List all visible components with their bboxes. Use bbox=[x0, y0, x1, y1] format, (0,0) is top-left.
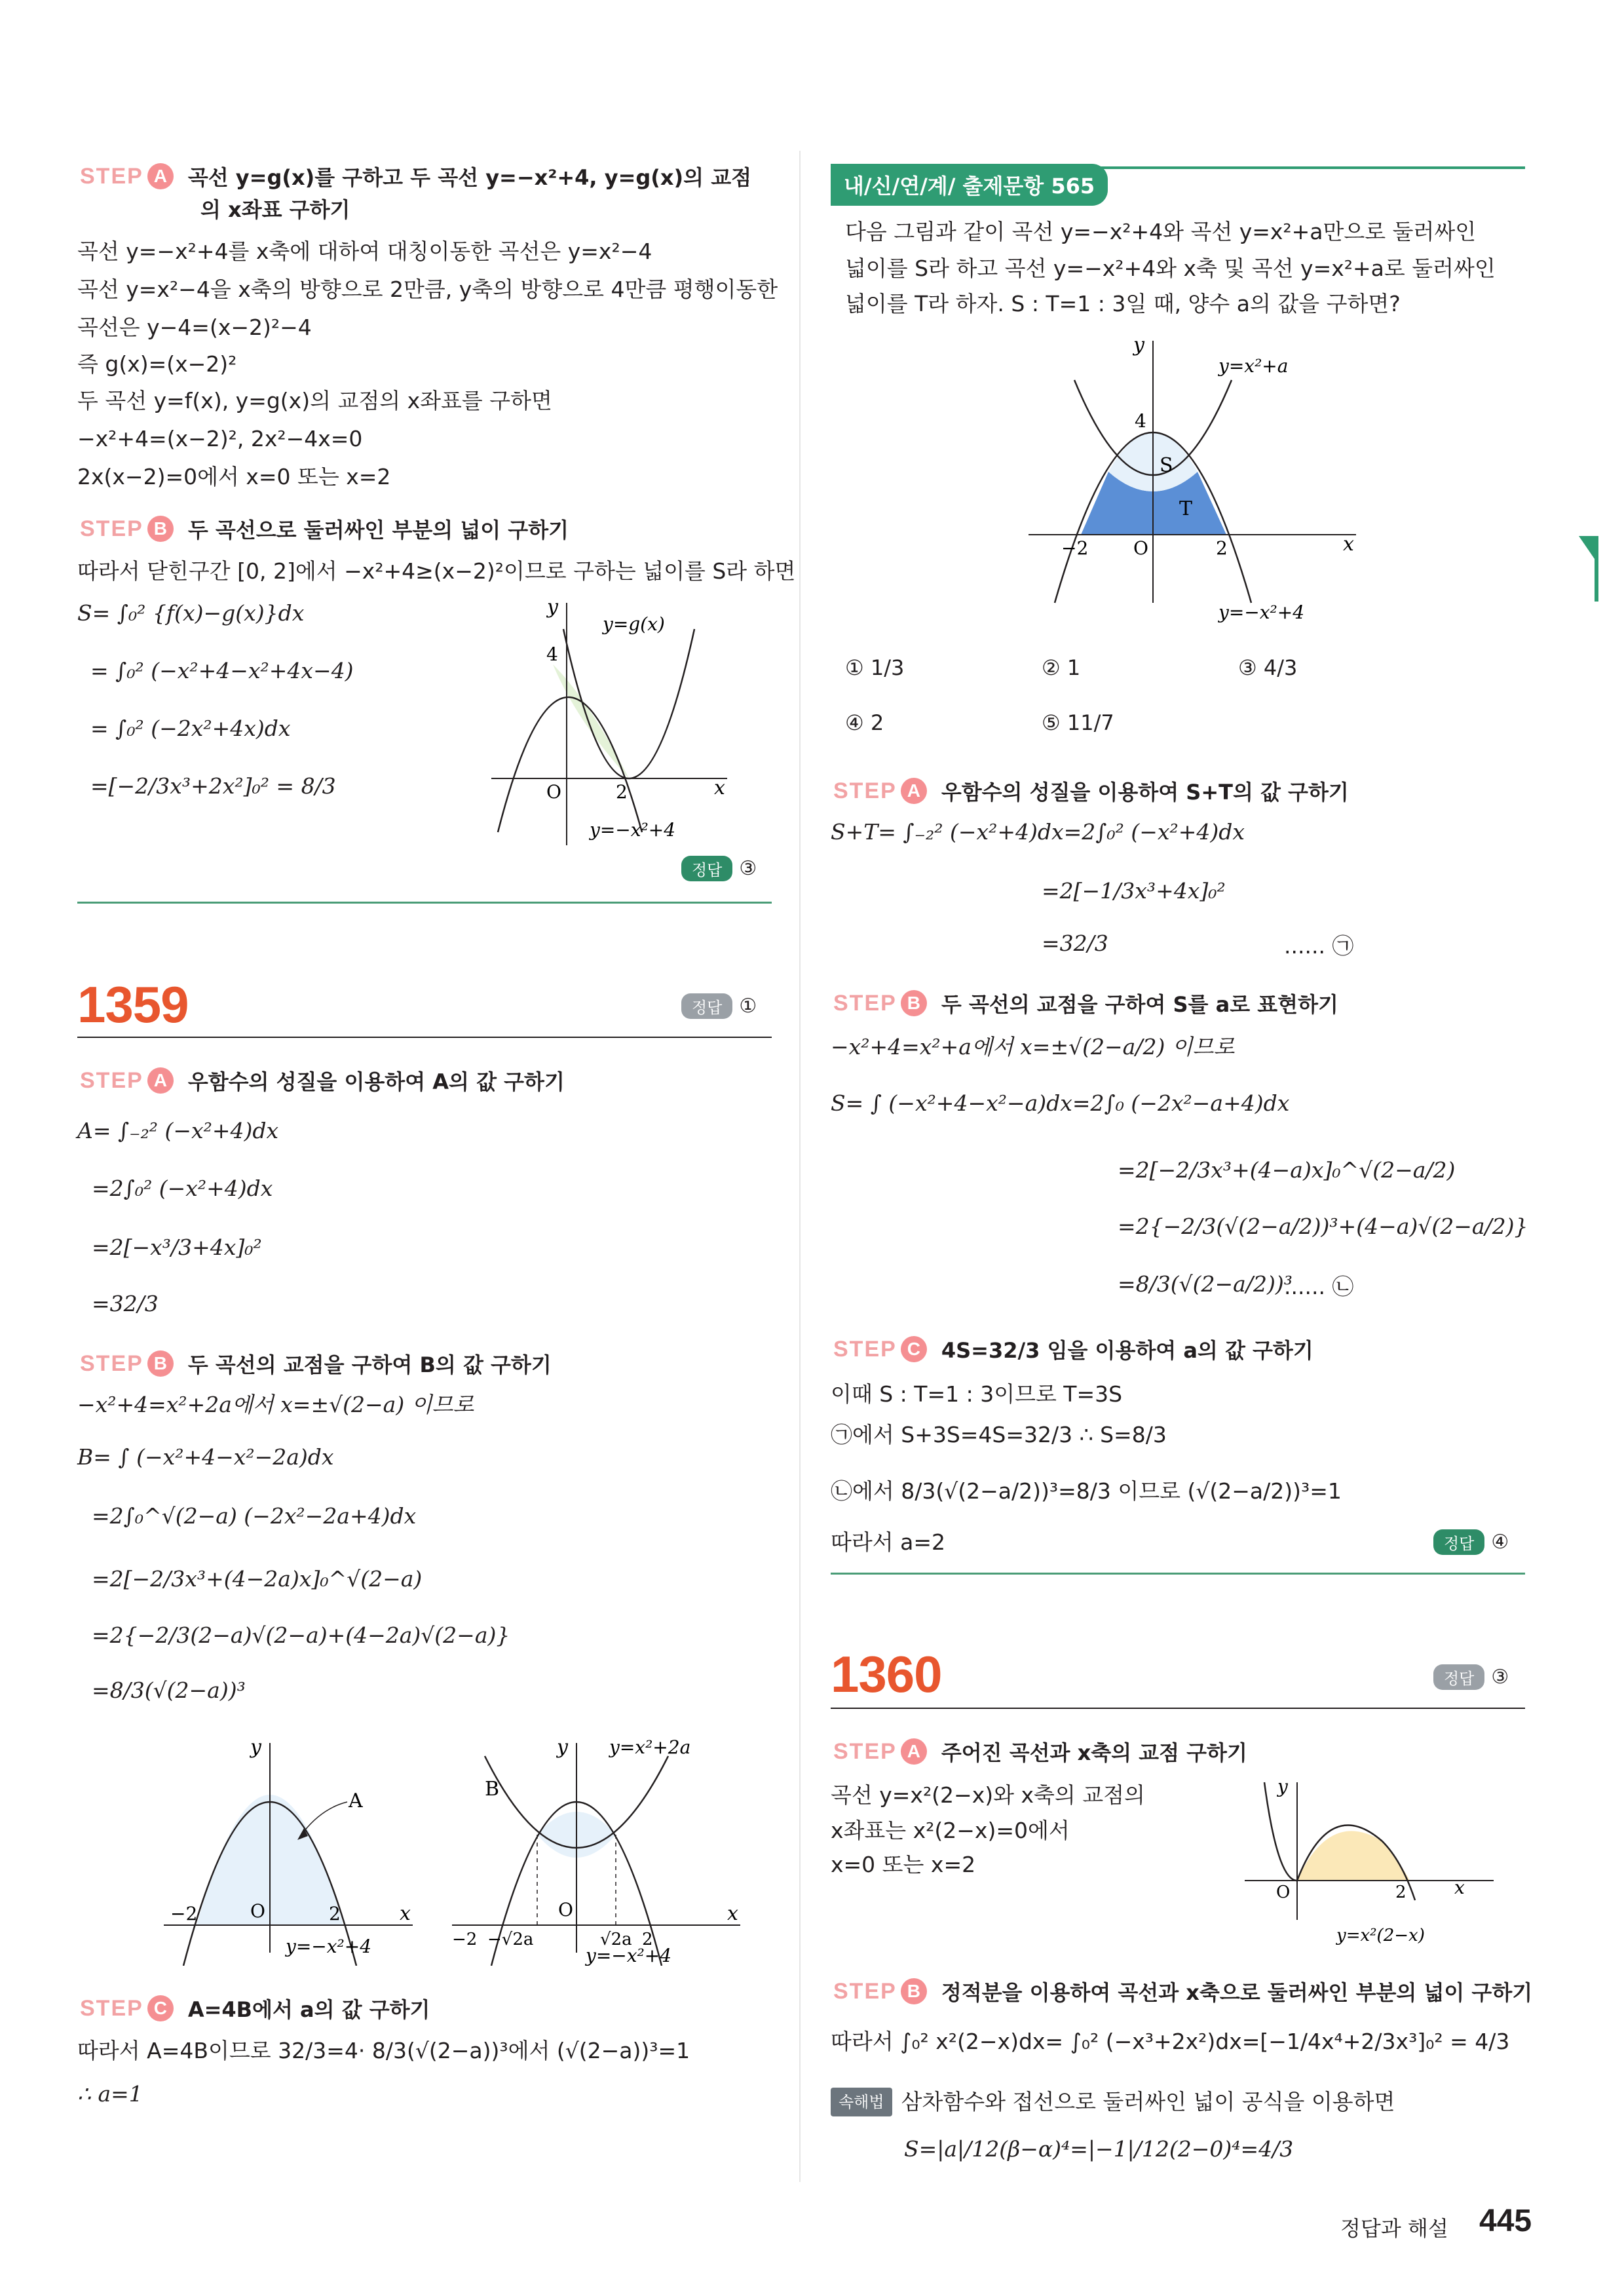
formula-line: =2{−2/3(√(2−a/2))³+(4−a)√(2−a/2)} bbox=[1118, 1214, 1528, 1239]
formula-line: 따라서 ∫₀² x²(2−x)dx= ∫₀² (−x³+2x²)dx=[−1/4x⁴+2/3x³]₀² = 4/3 bbox=[831, 2029, 1510, 2054]
text-line: ㉠에서 S+3S=4S=32/3 ∴ S=8/3 bbox=[831, 1422, 1167, 1447]
curve-label-neg: y=−x²+4 bbox=[586, 1945, 672, 1966]
step-b-heading-top bbox=[80, 514, 569, 544]
step-title: 두 곡선의 교점을 구하여 S를 a로 표현하기 bbox=[941, 992, 1338, 1017]
x-label: x bbox=[727, 1902, 738, 1925]
formula-line: =2∫₀^√(2−a) (−2x²−2a+4)dx bbox=[92, 1503, 417, 1529]
step-a-heading-1359 bbox=[80, 1065, 565, 1096]
choice-2[interactable]: ② 1 bbox=[1042, 655, 1081, 680]
answer-top bbox=[681, 856, 757, 881]
tick-4: 4 bbox=[1135, 410, 1146, 432]
step-tag: STEP bbox=[833, 1978, 897, 2004]
formula-line: =[−2/3x³+2x²]₀² = 8/3 bbox=[90, 773, 336, 799]
problem-number-1360: 1360 bbox=[831, 1645, 942, 1703]
answer-badge: 정답 bbox=[1433, 1529, 1484, 1555]
step-title: 정적분을 이용하여 곡선과 x축으로 둘러싸인 부분의 넓이 구하기 bbox=[941, 1980, 1533, 2005]
step-tag: STEP bbox=[80, 516, 143, 541]
y-label: y bbox=[557, 1736, 568, 1759]
formula-line: =32/3 bbox=[92, 1291, 159, 1316]
answer-badge: 정답 bbox=[681, 856, 732, 881]
text-line: 따라서 A=4B이므로 32/3=4· 8/3(√(2−a))³에서 (√(2−a))³=1 bbox=[77, 2038, 690, 2063]
curve-label: y=x²(2−x) bbox=[1336, 1926, 1425, 1945]
choice-1[interactable]: ① 1/3 bbox=[845, 655, 905, 680]
side-tab bbox=[1579, 536, 1598, 602]
x-label: x bbox=[400, 1902, 411, 1925]
choice-4[interactable]: ④ 2 bbox=[845, 710, 884, 735]
step-title: 두 곡선의 교점을 구하여 B의 값 구하기 bbox=[187, 1352, 552, 1377]
answer-565 bbox=[1433, 1529, 1509, 1555]
tick-2: 2 bbox=[1216, 537, 1228, 559]
step-tag: STEP bbox=[80, 163, 143, 189]
step-letter-b: B bbox=[901, 990, 927, 1016]
eq-marker: ...... ㉡ bbox=[1284, 1274, 1354, 1299]
formula-line: =2[−1/3x³+4x]₀² bbox=[1042, 878, 1226, 904]
graph-gx bbox=[485, 590, 734, 852]
label-s: S bbox=[1160, 454, 1173, 477]
formula-line: =2[−2/3x³+(4−a)x]₀^√(2−a/2) bbox=[1118, 1157, 1456, 1183]
origin-label: O bbox=[546, 781, 561, 803]
curve-label-pos: y=x²+2a bbox=[609, 1736, 691, 1758]
column-divider bbox=[799, 151, 801, 2182]
x-label: x bbox=[714, 776, 725, 799]
section-divider bbox=[77, 902, 772, 904]
tick-neg2: −2 bbox=[452, 1930, 478, 1949]
problem-line: 다음 그림과 같이 곡선 y=−x²+4와 곡선 y=x²+a만으로 둘러싸인 bbox=[845, 219, 1477, 244]
label-t: T bbox=[1179, 497, 1193, 520]
tick-2: 2 bbox=[616, 781, 628, 803]
section-divider bbox=[831, 1573, 1525, 1575]
problem-rule bbox=[831, 1708, 1525, 1709]
step-letter-b: B bbox=[901, 1978, 927, 2004]
formula-line: −x²+4=x²+2a에서 x=±√(2−a) 이므로 bbox=[77, 1392, 474, 1417]
step-c-heading-1359 bbox=[80, 1993, 430, 2023]
problem-line: 넓이를 S라 하고 곡선 y=−x²+4와 x축 및 곡선 y=x²+a로 둘러싸인 bbox=[845, 256, 1496, 281]
text-line: ㉡에서 8/3(√(2−a/2))³=8/3 이므로 (√(2−a/2))³=1 bbox=[831, 1478, 1342, 1504]
graph-s-t bbox=[1022, 328, 1363, 642]
problem-rule bbox=[77, 1037, 772, 1038]
tick-2: 2 bbox=[1395, 1883, 1407, 1902]
formula-line: =8/3(√(2−a))³ bbox=[92, 1677, 246, 1703]
curve-neg-parabola bbox=[498, 697, 642, 832]
step-letter-a: A bbox=[147, 1067, 174, 1094]
curve-gx bbox=[563, 629, 694, 778]
step-title: 4S=32/3 임을 이용하여 a의 값 구하기 bbox=[941, 1338, 1313, 1363]
step-letter-b: B bbox=[147, 516, 174, 542]
origin-label: O bbox=[1133, 537, 1148, 559]
formula-line: −x²+4=x²+a에서 x=±√(2−a/2) 이므로 bbox=[831, 1034, 1235, 1060]
formula-line: =2[−x³/3+4x]₀² bbox=[92, 1234, 262, 1260]
text-line: −x²+4=(x−2)², 2x²−4x=0 bbox=[77, 426, 363, 451]
text-line: x좌표는 x²(2−x)=0에서 bbox=[831, 1818, 1070, 1843]
step-letter-c: C bbox=[147, 1995, 174, 2021]
answer-1360 bbox=[1433, 1664, 1509, 1690]
answer-value: ④ bbox=[1491, 1531, 1509, 1554]
formula-line: ∴ a=1 bbox=[77, 2081, 143, 2107]
x-label: x bbox=[1454, 1877, 1465, 1898]
banner-565: 내/신/연/계/ 출제문항 565 bbox=[831, 164, 1108, 206]
tick-2: 2 bbox=[642, 1930, 653, 1949]
formula-line: =2[−2/3x³+(4−2a)x]₀^√(2−a) bbox=[92, 1566, 423, 1592]
step-letter-a: A bbox=[147, 163, 174, 189]
origin-label: O bbox=[1276, 1883, 1291, 1902]
y-label: y bbox=[1133, 334, 1144, 356]
alt-text: 삼차함수와 접선으로 둘러싸인 넓이 공식을 이용하면 bbox=[901, 2089, 1395, 2114]
region-label-b: B bbox=[485, 1778, 500, 1801]
origin-label: O bbox=[250, 1900, 265, 1922]
problem-number-1359: 1359 bbox=[77, 976, 189, 1033]
step-title: 우함수의 성질을 이용하여 S+T의 값 구하기 bbox=[941, 780, 1349, 805]
step-tag: STEP bbox=[833, 1738, 897, 1764]
step-a-heading-1360 bbox=[833, 1736, 1247, 1767]
footer-label: 정답과 해설 bbox=[1340, 2216, 1448, 2241]
step-b-heading-1359 bbox=[80, 1349, 552, 1379]
formula-line: =32/3 bbox=[1042, 930, 1108, 956]
graph-area-a bbox=[157, 1730, 419, 1966]
text-line: 두 곡선 y=f(x), y=g(x)의 교점의 x좌표를 구하면 bbox=[77, 388, 552, 413]
text-line: 곡선 y=x²−4을 x축의 방향으로 2만큼, y축의 방향으로 4만큼 평행이동한 bbox=[77, 277, 778, 302]
alt-method bbox=[831, 2088, 1395, 2116]
step-tag: STEP bbox=[833, 778, 897, 803]
curve-label: y=−x²+4 bbox=[286, 1936, 372, 1957]
step-title: A=4B에서 a의 값 구하기 bbox=[187, 1997, 430, 2022]
tick-2: 2 bbox=[329, 1903, 341, 1924]
formula-line: = ∫₀² (−x²+4−x²+4x−4) bbox=[90, 658, 354, 683]
text-line: 즉 g(x)=(x−2)² bbox=[77, 351, 237, 377]
step-letter-b: B bbox=[147, 1350, 174, 1377]
step-letter-c: C bbox=[901, 1336, 927, 1362]
formula-line: = ∫₀² (−2x²+4x)dx bbox=[90, 716, 291, 741]
x-label: x bbox=[1343, 533, 1354, 556]
step-title: 우함수의 성질을 이용하여 A의 값 구하기 bbox=[187, 1069, 565, 1094]
problem-line: 넓이를 T라 하자. S : T=1 : 3일 때, 양수 a의 값을 구하면? bbox=[845, 291, 1401, 316]
tick-neg2: −2 bbox=[170, 1903, 198, 1924]
page-number: 445 bbox=[1479, 2204, 1532, 2238]
y-label: y bbox=[250, 1736, 261, 1759]
alt-formula: S=|a|/12(β−α)⁴=|−1|/12(2−0)⁴=4/3 bbox=[904, 2136, 1294, 2162]
eq-marker: ...... ㉠ bbox=[1284, 933, 1354, 959]
step-title: 곡선 y=g(x)를 구하고 두 곡선 y=−x²+4, y=g(x)의 교점 bbox=[187, 165, 752, 190]
shaded-region bbox=[1297, 1831, 1410, 1881]
text-line: x=0 또는 x=2 bbox=[831, 1852, 976, 1877]
formula-line: B= ∫ (−x²+4−x²−2a)dx bbox=[77, 1444, 334, 1470]
step-tag: STEP bbox=[833, 1336, 897, 1362]
y-label: y bbox=[547, 596, 558, 619]
answer-1359 bbox=[681, 993, 757, 1019]
formula-line: =8/3(√(2−a/2))³ bbox=[1118, 1271, 1293, 1297]
text-line: 따라서 a=2 bbox=[831, 1529, 945, 1555]
tick-pos-root: √2a bbox=[600, 1930, 632, 1949]
answer-value: ③ bbox=[1491, 1666, 1509, 1689]
answer-value: ① bbox=[739, 995, 757, 1018]
step-tag: STEP bbox=[833, 990, 897, 1016]
graph-cubic bbox=[1238, 1769, 1500, 1959]
step-a-heading-top bbox=[80, 161, 751, 191]
text-line: 이때 S : T=1 : 3이므로 T=3S bbox=[831, 1381, 1123, 1407]
graph-area-b bbox=[445, 1730, 747, 1966]
step-b-heading-565 bbox=[833, 988, 1338, 1018]
answer-value: ③ bbox=[739, 857, 757, 880]
curve-label-neg: y=−x²+4 bbox=[1218, 602, 1305, 623]
step-c-heading-565 bbox=[833, 1334, 1313, 1364]
formula-line: =2∫₀² (−x²+4)dx bbox=[92, 1176, 273, 1201]
text-line: 2x(x−2)=0에서 x=0 또는 x=2 bbox=[77, 464, 391, 489]
formula-line: S= ∫₀² {f(x)−g(x)}dx bbox=[77, 600, 305, 626]
tick-4: 4 bbox=[546, 643, 558, 665]
shaded-region bbox=[553, 664, 629, 778]
region-label-a: A bbox=[349, 1789, 363, 1812]
alt-badge: 속해법 bbox=[831, 2088, 892, 2116]
curve-label-pos: y=x²+a bbox=[1218, 355, 1289, 377]
step-tag: STEP bbox=[80, 1067, 143, 1093]
choice-3[interactable]: ③ 4/3 bbox=[1238, 655, 1298, 680]
step-b-heading-1360 bbox=[833, 1976, 1532, 2006]
step-letter-a: A bbox=[901, 778, 927, 804]
formula-line: A= ∫₋₂² (−x²+4)dx bbox=[77, 1118, 279, 1143]
curve-label-neg: y=−x²+4 bbox=[590, 819, 676, 841]
formula-line: S= ∫ (−x²+4−x²−a)dx=2∫₀ (−2x²−a+4)dx bbox=[831, 1090, 1290, 1116]
step-a-heading-565 bbox=[833, 776, 1349, 806]
text-line: 곡선 y=−x²+4를 x축에 대하여 대칭이동한 곡선은 y=x²−4 bbox=[77, 239, 652, 264]
tick-neg-root: −√2a bbox=[487, 1930, 534, 1949]
formula-line: =2{−2/3(2−a)√(2−a)+(4−2a)√(2−a)} bbox=[92, 1622, 510, 1648]
answer-badge: 정답 bbox=[1433, 1664, 1484, 1690]
curve-label-gx: y=g(x) bbox=[603, 613, 665, 635]
answer-badge: 정답 bbox=[681, 993, 732, 1019]
formula-line: S+T= ∫₋₂² (−x²+4)dx=2∫₀² (−x²+4)dx bbox=[831, 819, 1245, 845]
step-letter-a: A bbox=[901, 1738, 927, 1765]
step-title: 두 곡선으로 둘러싸인 부분의 넓이 구하기 bbox=[187, 518, 569, 543]
text-line: 곡선은 y−4=(x−2)²−4 bbox=[77, 315, 312, 340]
step-tag: STEP bbox=[80, 1350, 143, 1376]
step-tag: STEP bbox=[80, 1995, 143, 2021]
tick-neg2: −2 bbox=[1061, 537, 1089, 559]
step-title-cont: 의 x좌표 구하기 bbox=[200, 197, 350, 222]
text-line: 곡선 y=x²(2−x)와 x축의 교점의 bbox=[831, 1782, 1145, 1808]
y-label: y bbox=[1277, 1776, 1288, 1797]
choice-5[interactable]: ⑤ 11/7 bbox=[1042, 710, 1114, 735]
step-title: 주어진 곡선과 x축의 교점 구하기 bbox=[941, 1740, 1247, 1765]
origin-label: O bbox=[558, 1899, 573, 1921]
text-line: 따라서 닫힌구간 [0, 2]에서 −x²+4≥(x−2)²이므로 구하는 넓이를 S라 하면 bbox=[77, 558, 796, 584]
pointer-arrow bbox=[301, 1802, 347, 1835]
